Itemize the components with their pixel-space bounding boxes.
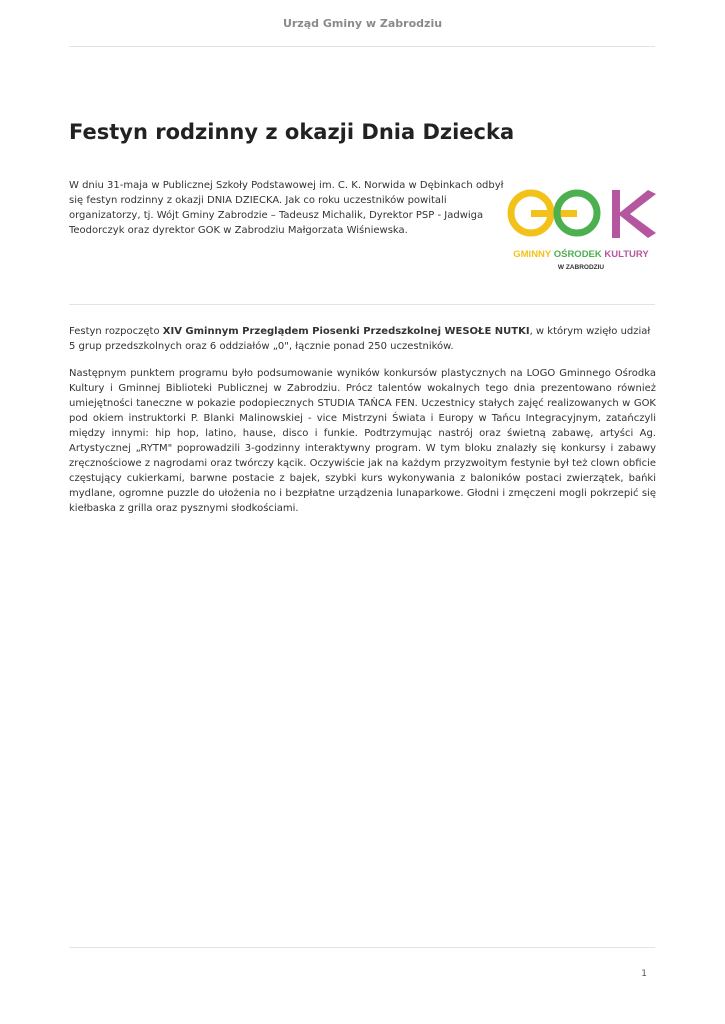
page-number: 1 — [641, 969, 647, 979]
logo-text-osrodek: OŚRODEK — [553, 249, 605, 260]
gok-logo — [505, 180, 657, 280]
logo-text-kultury: KULTURY — [604, 249, 649, 260]
page-title: Festyn rodzinny z okazji Dnia Dziecka — [69, 120, 515, 144]
article-intro: W dniu 31-maja w Publicznej Szkoły Podstawowej im. C. K. Norwida w Dębinkach odbył się festyn rodzinny z okazji DNIA DZIECKA. Jak co roku uczestników powitali organizatorzy, tj. Wójt Gminy Zabrodzie – Tadeusz Michalik, Dyrektor PSP - Jadwiga Teodorczyk oraz dyrektor GOK w Zabrodziu Małgorzata Wiśniewska. — [69, 180, 504, 236]
article-paragraph-1 — [69, 324, 656, 354]
site-header: Urząd Gminy w Zabrodziu — [282, 17, 443, 30]
p1-text-after: , w którym wzięło udział 5 grup przedszkolnych oraz 6 oddziałów „0", łącznie ponad 250 uczestników. — [69, 326, 651, 352]
p1-text-bold: XIV Gminnym Przeglądem Piosenki Przedszkolnej WESOŁE NUTKI — [162, 326, 530, 337]
logo-text-gminny: GMINNY — [513, 249, 554, 260]
logo-text-line1 — [513, 248, 649, 260]
logo-k-arms — [618, 190, 656, 238]
article-paragraph-2: Następnym punktem programu było podsumowanie wyników konkursów plastycznych na LOGO Gminnego Ośrodka Kultury i Gminnej Biblioteki Publicznej w Zabrodziu. Prócz talentów wokalnych tego dnia prezentowano również umiejętności taneczne w pokazie podopiecznych STUDIA TAŃCA FEN. Uczestnicy stałych zajęć realizowanych w GOK pod okiem instruktorki P. Blanki Malinowskiej - vice Mistrzyni Świata i Europy w Tańcu Integracyjnym, zatańczyli między innymi: hip hop, latino, hause, disco i funkie. Podtrzymując nastrój oraz świetną zabawę, artyści Ag. Artystycznej „RYTM" poprowadzili 3-godzinny interaktywny program. W tym bloku znalazły się konkursy i zabawy zręcznościowe z nagrodami oraz twórczy kącik. Oczywiście jak na każdym przyzwoitym festynie był też clown obficie częstujący cukierkami, barwne postacie z bajek, szybki kurs wykonywania z baloników postaci zwierzątek, bańki mydlane, ogromne puzzle do ułożenia no i bezpłatne urządzenia lunaparkowe. Głodni i zmęczeni mogli pokrzepić się kiełbaska z grilla oraz pysznymi słodkościami. — [69, 368, 656, 514]
section-divider — [69, 304, 655, 305]
header-divider — [69, 46, 655, 47]
p1-text-before: Festyn rozpoczęto — [69, 326, 163, 337]
logo-text-line2: W ZABRODZIU — [557, 264, 605, 271]
footer-divider — [69, 947, 655, 948]
